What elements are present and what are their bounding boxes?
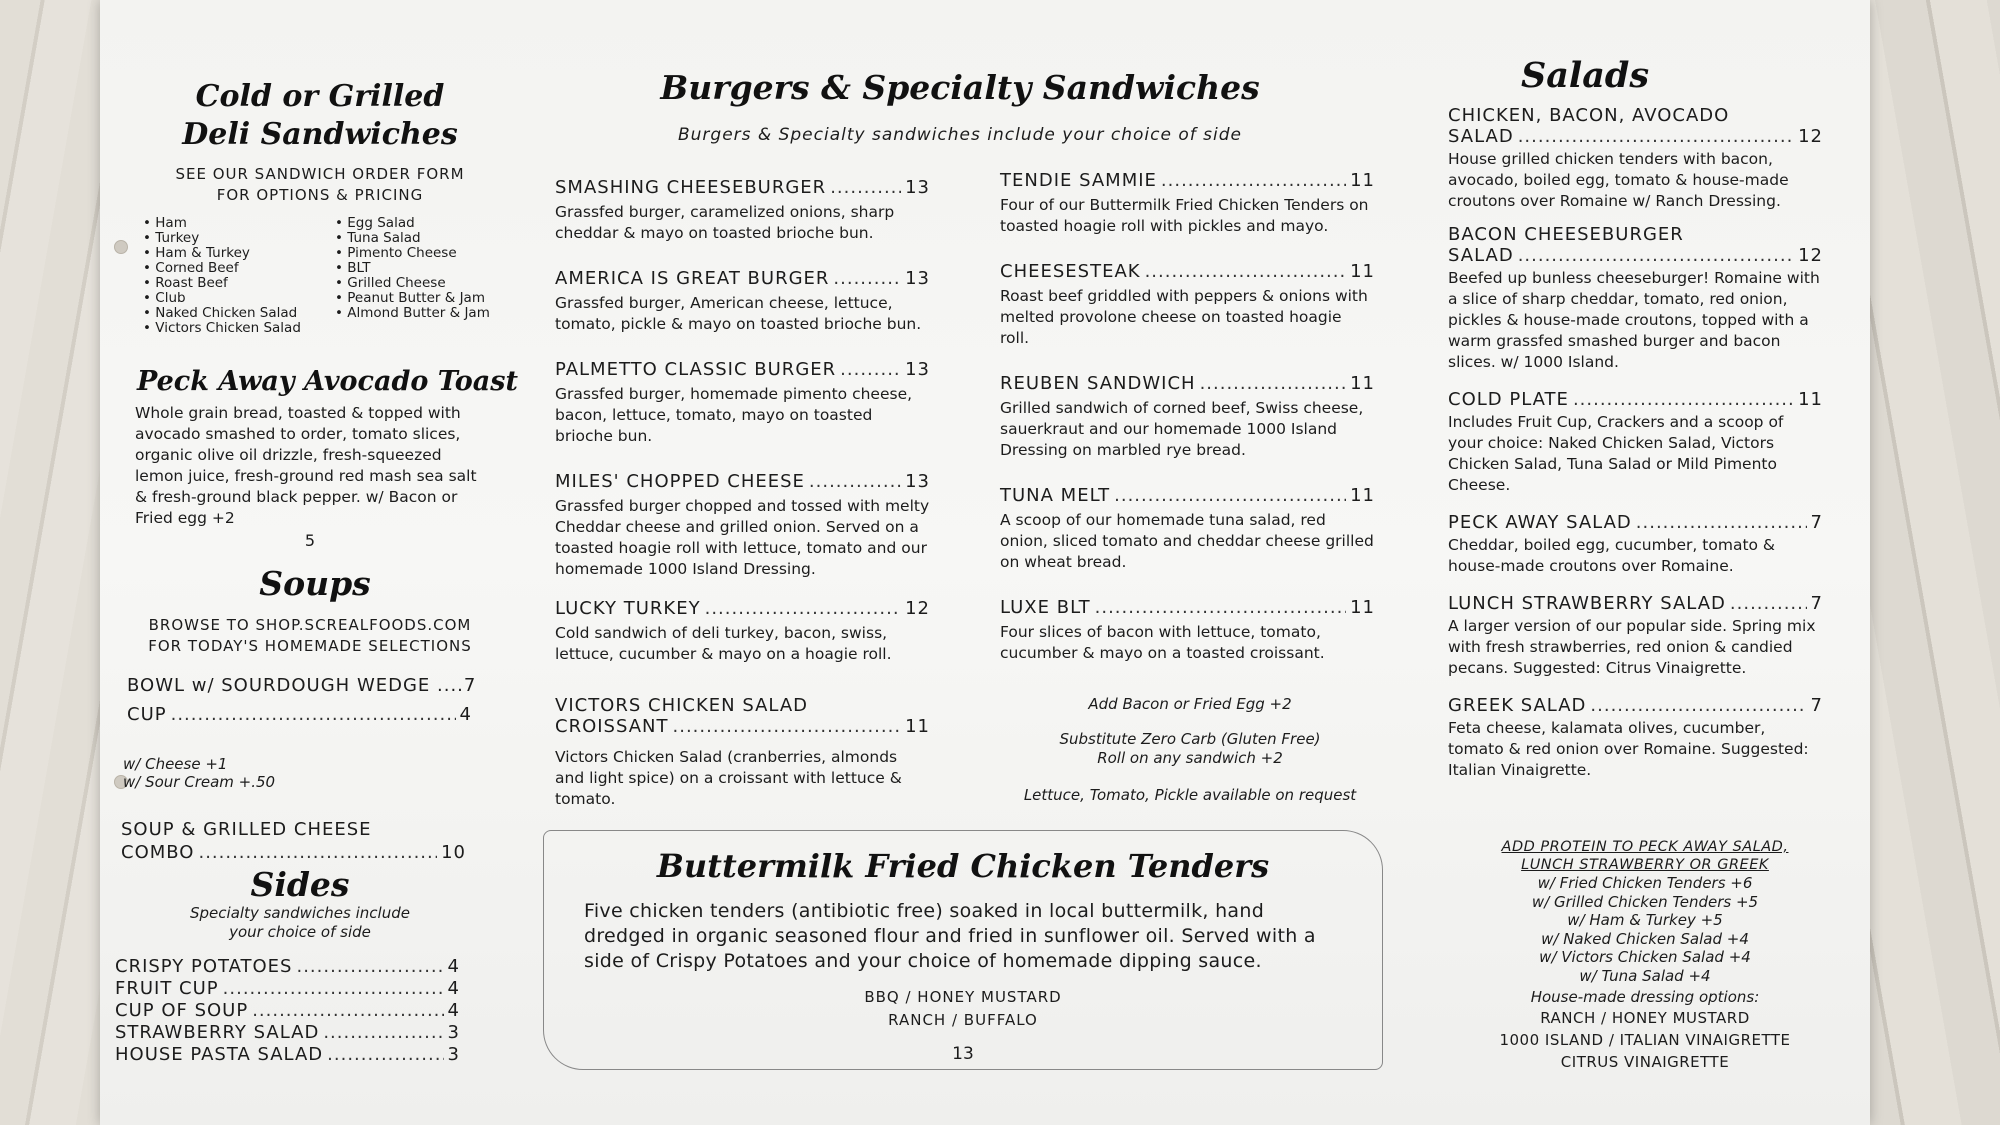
menu-item [1000, 170, 1375, 237]
salads-list [1448, 105, 1823, 781]
menu-item [1000, 373, 1375, 461]
soup-bowl [127, 675, 477, 696]
salad-item [1448, 593, 1823, 679]
dressing-option: RANCH / HONEY MUSTARD [1540, 1009, 1750, 1027]
leader-dots [1114, 485, 1346, 506]
soup-cup-price: 4 [459, 704, 472, 725]
leader-dots [252, 1000, 443, 1022]
leader-dots [1590, 695, 1806, 716]
soup-bowl-price: 7 [463, 675, 477, 696]
protein-title [1480, 838, 1810, 874]
burgers-left-column [555, 177, 930, 665]
protein-list [1480, 874, 1810, 985]
salad-desc: Cheddar, boiled egg, cucumber, tomato & house-made croutons over Romaine. [1448, 536, 1776, 575]
salad-item [1448, 224, 1823, 373]
side-item [115, 1044, 460, 1066]
burgers-right-column [1000, 170, 1375, 664]
salad-item [1448, 105, 1823, 212]
salad-price: 7 [1810, 695, 1823, 716]
salad-desc: House grilled chicken tenders with bacon, avocado, boiled egg, tomato & house-made croutons over Romaine w/ Ranch Dressing. [1448, 150, 1789, 210]
menu-page [100, 0, 1870, 1125]
toast-desc: Whole grain bread, toasted & topped with avocado smashed to order, tomato slices, organic olive oil drizzle, fresh-squeezed lemon juice, fresh-ground red mash sea salt & fresh-ground black pepper. w/ Bacon or Fried egg +2 [135, 404, 477, 527]
salad-title [1448, 245, 1823, 266]
deli-item: • Tuna Salad [335, 231, 505, 246]
salad-item [1448, 695, 1823, 781]
deli-item: • Turkey [143, 231, 313, 246]
side-price: 3 [447, 1022, 460, 1043]
salad-name: PECK AWAY SALAD [1448, 512, 1632, 533]
menu-item-price: 13 [905, 268, 930, 289]
salad-name: GREEK SALAD [1448, 695, 1587, 716]
toast-price: 5 [304, 531, 316, 550]
salad-title [1448, 389, 1823, 410]
left-column [105, 78, 545, 1066]
menu-item-price: 11 [1350, 597, 1375, 618]
salad-title [1448, 126, 1823, 147]
deli-list-a [143, 216, 313, 336]
leader-dots [1636, 512, 1807, 533]
victors-price: 11 [905, 716, 930, 737]
victors-title-line2 [555, 716, 930, 737]
menu-item-name: REUBEN SANDWICH [1000, 373, 1196, 394]
menu-item [1000, 261, 1375, 349]
salad-title [1448, 695, 1823, 716]
protein-title-line2: LUNCH STRAWBERRY OR GREEK [1521, 857, 1769, 873]
tenders-box [543, 830, 1383, 1070]
soup-combo-price: 10 [441, 842, 466, 863]
leader-dots [1518, 126, 1794, 147]
menu-item [555, 359, 930, 447]
deli-item: • Peanut Butter & Jam [335, 291, 505, 306]
leader-dots [1161, 170, 1346, 191]
menu-item-title [555, 177, 930, 198]
menu-item-title [555, 598, 930, 619]
protein-option: w/ Fried Chicken Tenders +6 [1537, 874, 1753, 892]
leader-dots [1095, 597, 1346, 618]
protein-option: w/ Ham & Turkey +5 [1567, 911, 1723, 929]
leader-dots [1200, 373, 1347, 394]
salad-desc: Feta cheese, kalamata olives, cucumber, tomato & red onion over Romaine. Suggested: Italian Vinaigrette. [1448, 719, 1809, 779]
soup-bowl-label: BOWL w/ SOURDOUGH WEDGE .... [127, 675, 464, 696]
menu-item-desc: Grassfed burger, homemade pimento cheese, bacon, lettuce, tomato, mayo on toasted brioche bun. [555, 385, 913, 445]
menu-item-name: TUNA MELT [1000, 485, 1111, 506]
salad-name: LUNCH STRAWBERRY SALAD [1448, 593, 1726, 614]
wood-background-left [0, 0, 110, 1125]
leader-dots [198, 842, 437, 863]
menu-item-price: 11 [1350, 485, 1375, 506]
menu-item-price: 11 [1350, 170, 1375, 191]
soup-combo-line1: SOUP & GRILLED CHEESE [121, 819, 372, 840]
burgers-title: Burgers & Specialty Sandwiches [660, 68, 1260, 107]
leader-dots [673, 716, 902, 737]
side-price: 3 [447, 1044, 460, 1065]
protein-option: w/ Naked Chicken Salad +4 [1541, 929, 1749, 948]
dressing-list [1480, 1007, 1810, 1073]
menu-item [1000, 597, 1375, 664]
note-zero-carb-line1: Substitute Zero Carb (Gluten Free) [1059, 730, 1321, 748]
leader-dots [1730, 593, 1807, 614]
protein-option: w/ Tuna Salad +4 [1579, 966, 1711, 985]
salad-price: 12 [1798, 245, 1823, 266]
leader-dots [705, 598, 901, 619]
menu-item-desc: Grassfed burger chopped and tossed with melty Cheddar cheese and grilled onion. Served on a toasted hoagie roll with lettuce, tomato and our homemade 1000 Island Dressing. [555, 497, 930, 578]
deli-item: • Grilled Cheese [335, 276, 505, 291]
salad-title [1448, 593, 1823, 614]
salad-title-line1: CHICKEN, BACON, AVOCADO [1448, 105, 1730, 126]
salad-item [1448, 512, 1823, 577]
soup-cup [127, 704, 472, 725]
victors-desc: Victors Chicken Salad (cranberries, almonds and light spice) on a croissant with lettuce & tomato. [555, 748, 902, 808]
menu-item-title [555, 471, 930, 492]
leader-dots [1518, 245, 1794, 266]
tenders-title: Buttermilk Fried Chicken Tenders [656, 847, 1270, 885]
menu-item-desc: Grilled sandwich of corned beef, Swiss cheese, sauerkraut and our homemade 1000 Island Dressing on marbled rye bread. [1000, 399, 1364, 459]
menu-item-desc: Grassfed burger, American cheese, lettuce, tomato, pickle & mayo on toasted brioche bun. [555, 294, 922, 333]
salad-price: 12 [1798, 126, 1823, 147]
salad-desc: Includes Fruit Cup, Crackers and a scoop of your choice: Naked Chicken Salad, Victors Chicken Salad, Tuna Salad or Mild Pimento Cheese. [1448, 413, 1784, 494]
protein-option: w/ Grilled Chicken Tenders +5 [1531, 892, 1759, 911]
menu-item [1000, 485, 1375, 573]
side-item [115, 956, 460, 978]
side-name: FRUIT CUP [115, 978, 219, 999]
victors-croissant [555, 695, 930, 810]
leader-dots [171, 704, 456, 725]
menu-item-price: 13 [905, 177, 930, 198]
menu-item-name: TENDIE SAMMIE [1000, 170, 1157, 191]
soup-combo [121, 842, 466, 863]
leader-dots [223, 978, 444, 1000]
side-item [115, 1022, 460, 1044]
salad-item [1448, 389, 1823, 496]
salad-title-line1: BACON CHEESEBURGER [1448, 224, 1684, 245]
menu-item-title [1000, 485, 1375, 506]
deli-item: • Egg Salad [335, 216, 505, 231]
note-zero-carb [990, 730, 1390, 768]
menu-item-price: 11 [1350, 373, 1375, 394]
side-price: 4 [447, 956, 460, 977]
deli-item: • Roast Beef [143, 276, 313, 291]
deli-item: • Corned Beef [143, 261, 313, 276]
menu-item-price: 13 [905, 359, 930, 380]
menu-item-name: SMASHING CHEESEBURGER [555, 177, 827, 198]
side-item [115, 1000, 460, 1022]
soup-addons [123, 755, 545, 791]
tenders-desc: Five chicken tenders (antibiotic free) soaked in local buttermilk, hand dredged in organic seasoned flour and fried in sunflower oil. Served with a side of Crispy Potatoes and your choice of homemade dipping sauce. [584, 900, 1316, 972]
menu-item-price: 13 [905, 471, 930, 492]
tenders-sauces [544, 986, 1382, 1032]
leader-dots [840, 359, 901, 380]
menu-item-desc: Four of our Buttermilk Fried Chicken Tenders on toasted hoagie roll with pickles and mayo. [1000, 196, 1369, 235]
menu-item-price: 12 [905, 598, 930, 619]
side-price: 4 [447, 978, 460, 999]
sides-title: Sides [250, 865, 350, 904]
menu-item-name: CHEESESTEAK [1000, 261, 1141, 282]
salad-name: COLD PLATE [1448, 389, 1569, 410]
victors-name: CROISSANT [555, 716, 669, 737]
leader-dots [327, 1044, 443, 1066]
protein-option: w/ Victors Chicken Salad +4 [1539, 948, 1751, 966]
sides-note-line1: Specialty sandwiches include [190, 904, 410, 922]
menu-item-desc: Four slices of bacon with lettuce, tomato, cucumber & mayo on a toasted croissant. [1000, 623, 1325, 662]
deli-item: • Victors Chicken Salad [143, 321, 313, 336]
salad-name: SALAD [1448, 245, 1514, 266]
menu-item [555, 177, 930, 244]
menu-item-desc: Cold sandwich of deli turkey, bacon, swiss, lettuce, cucumber & mayo on a hoagie roll. [555, 624, 892, 663]
side-name: HOUSE PASTA SALAD [115, 1044, 324, 1065]
sides-note-line2: your choice of side [229, 923, 371, 941]
deli-item: • Ham & Turkey [143, 246, 313, 261]
menu-item [555, 598, 930, 665]
dressing-option: CITRUS VINAIGRETTE [1560, 1053, 1730, 1071]
note-add-bacon: Add Bacon or Fried Egg +2 [1088, 695, 1292, 713]
menu-item-title [1000, 170, 1375, 191]
soup-addon-sour-cream: w/ Sour Cream +.50 [123, 773, 276, 791]
menu-item-title [1000, 597, 1375, 618]
salad-price: 11 [1798, 389, 1823, 410]
burgers-notes [990, 695, 1390, 805]
menu-item [555, 471, 930, 580]
menu-item-name: MILES' CHOPPED CHEESE [555, 471, 805, 492]
menu-item-title [555, 359, 930, 380]
menu-item-name: LUCKY TURKEY [555, 598, 701, 619]
deli-lists [143, 216, 545, 336]
burgers-subtitle: Burgers & Specialty sandwiches include your choice of side [678, 125, 1242, 145]
note-zero-carb-line2: Roll on any sandwich +2 [1097, 749, 1283, 767]
side-price: 4 [447, 1000, 460, 1021]
salad-desc: Beefed up bunless cheeseburger! Romaine with a slice of sharp cheddar, tomato, red onion, pickles & house-made croutons, topped with a warm grassfed smashed burger and bacon slices. w/ 1000 Island. [1448, 269, 1820, 371]
leader-dots [1145, 261, 1347, 282]
menu-item-desc: Grassfed burger, caramelized onions, sharp cheddar & mayo on toasted brioche bun. [555, 203, 895, 242]
menu-item-desc: Roast beef griddled with peppers & onions with melted provolone cheese on toasted hoagie roll. [1000, 287, 1368, 347]
menu-item-price: 11 [1350, 261, 1375, 282]
deli-item: • Pimento Cheese [335, 246, 505, 261]
leader-dots [809, 471, 901, 492]
tenders-sauces-line2: RANCH / BUFFALO [888, 1011, 1038, 1029]
deli-list-b [335, 216, 505, 336]
menu-item-title [555, 268, 930, 289]
menu-item [555, 268, 930, 335]
leader-dots [833, 268, 901, 289]
dressing-title: House-made dressing options: [1530, 988, 1760, 1006]
tenders-price: 13 [952, 1044, 974, 1064]
tenders-sauces-line1: BBQ / HONEY MUSTARD [864, 988, 1062, 1006]
menu-item-title [1000, 261, 1375, 282]
salad-name: SALAD [1448, 126, 1514, 147]
toast-title: Peck Away Avocado Toast [137, 366, 518, 397]
side-name: CUP OF SOUP [115, 1000, 249, 1021]
salad-desc: A larger version of our popular side. Spring mix with fresh strawberries, red onion & candied pecans. Suggested: Citrus Vinaigrette. [1448, 617, 1816, 677]
note-lettuce-tomato: Lettuce, Tomato, Pickle available on request [1023, 786, 1357, 804]
victors-title-line1: VICTORS CHICKEN SALAD [555, 695, 809, 716]
leader-dots [296, 956, 443, 978]
wood-background-right [1850, 0, 2000, 1125]
deli-note: SEE OUR SANDWICH ORDER FORM FOR OPTIONS & PRICING [175, 165, 465, 204]
dressing-option: 1000 ISLAND / ITALIAN VINAIGRETTE [1499, 1031, 1791, 1049]
menu-item-name: LUXE BLT [1000, 597, 1091, 618]
deli-item: • BLT [335, 261, 505, 276]
soup-cup-label: CUP [127, 704, 167, 725]
side-item [115, 978, 460, 1000]
deli-item: • Club [143, 291, 313, 306]
leader-dots [830, 177, 901, 198]
soup-combo-label: COMBO [121, 842, 195, 863]
salad-title [1448, 512, 1823, 533]
sides-list [115, 956, 460, 1066]
leader-dots [323, 1022, 443, 1044]
salad-price: 7 [1810, 512, 1823, 533]
deli-item: • Ham [143, 216, 313, 231]
deli-title-line1: Cold or Grilled [195, 79, 445, 114]
salads-title: Salads [1520, 55, 1650, 96]
menu-item-name: AMERICA IS GREAT BURGER [555, 268, 830, 289]
menu-item-name: PALMETTO CLASSIC BURGER [555, 359, 837, 380]
leader-dots [1573, 389, 1794, 410]
deli-item: • Almond Butter & Jam [335, 306, 505, 321]
menu-item-title [1000, 373, 1375, 394]
soup-addon-cheese: w/ Cheese +1 [123, 755, 228, 773]
sides-note [145, 904, 455, 942]
salad-price: 7 [1810, 593, 1823, 614]
menu-item-desc: A scoop of our homemade tuna salad, red onion, sliced tomato and cheddar cheese grilled on wheat bread. [1000, 511, 1374, 571]
soups-title: Soups [259, 564, 371, 603]
deli-title [165, 78, 475, 154]
soups-note: BROWSE TO SHOP.SCREALFOODS.COM FOR TODAY'S HOMEMADE SELECTIONS [148, 616, 472, 655]
side-name: STRAWBERRY SALAD [115, 1022, 320, 1043]
protein-title-line1: ADD PROTEIN TO PECK AWAY SALAD, [1501, 839, 1789, 855]
side-name: CRISPY POTATOES [115, 956, 293, 977]
salads-extras [1480, 838, 1810, 1073]
deli-title-line2: Deli Sandwiches [182, 117, 458, 152]
deli-item: • Naked Chicken Salad [143, 306, 313, 321]
